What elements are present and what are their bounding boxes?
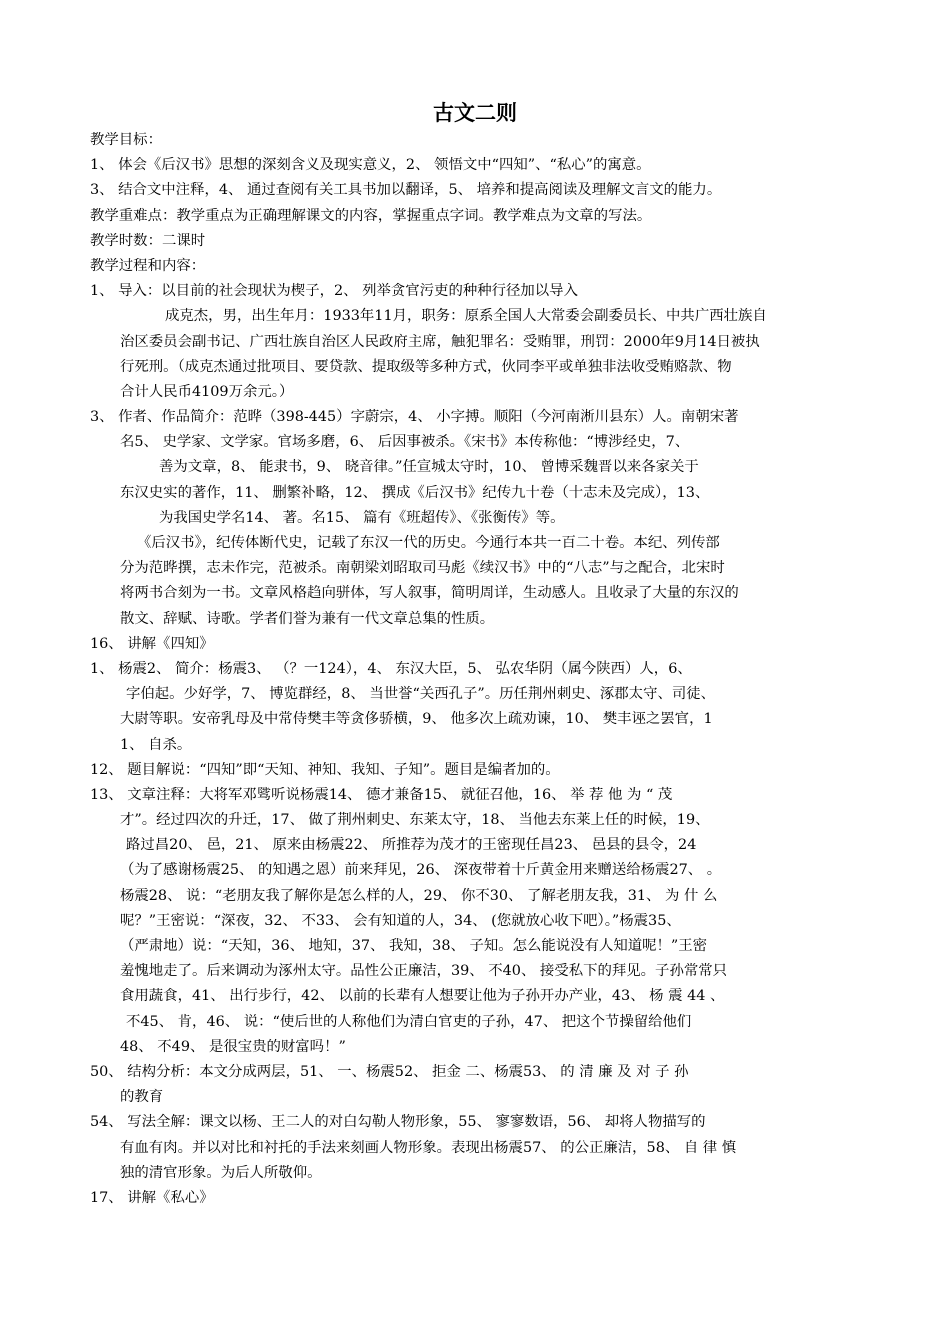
yang-line: 1、 自杀。 xyxy=(120,736,192,753)
class-hours-line: 教学时数：二课时 xyxy=(90,232,206,249)
notes-line: 13、 文章注释：大将军邓骘听说杨震14、 德才兼备15、 就征召他，16、 举 荐 他 为 “ 茂 xyxy=(90,786,673,803)
document-body xyxy=(90,128,865,1211)
writing-line: 54、 写法全解：课文以杨、王二人的对白勾勒人物形象，55、 寥寥数语，56、 却将人物描写的 xyxy=(90,1114,706,1131)
notes-paragraph xyxy=(90,783,865,1060)
notes-line: （严肃地）说：“天知，36、 地知，37、 我知，38、 子知。怎么能说没有人知道呢！”王密 xyxy=(120,938,708,954)
yang-line: 1、 杨震2、 简介：杨震3、 （？一124），4、 东汉大臣，5、 弘农华阴（属今陕西）人，6、 xyxy=(90,660,692,677)
structure-line: 的教育 xyxy=(120,1089,164,1106)
case-paragraph xyxy=(90,304,865,405)
process-heading: 教学过程和内容： xyxy=(90,257,206,274)
author-line: 东汉史实的著作，11、 删繁补略，12、 撰成《后汉书》纪传九十卷（十志未及完成），13、 xyxy=(120,484,710,501)
book-line: 分为范晔撰，志未作完，范被杀。南朝梁刘昭取司马彪《续汉书》中的“八志”与之配合，北宋时 xyxy=(120,560,725,577)
notes-line: 48、 不49、 是很宝贵的财富吗！” xyxy=(120,1038,346,1055)
key-points-line: 教学重难点：教学重点为正确理解课文的内容，掌握重点字词。教学难点为文章的写法。 xyxy=(90,207,652,224)
structure-line: 50、 结构分析：本文分成两层，51、 一、杨震52、 拒金 二、杨震53、 的 清 廉 及 对 子 孙 xyxy=(90,1063,689,1080)
yang-line: 大尉等职。安帝乳母及中常侍樊丰等贪侈骄横，9、 他多次上疏劝谏，10、 樊丰诬之罢官，1 xyxy=(120,711,713,728)
sizhi-heading: 16、 讲解《四知》 xyxy=(90,635,214,652)
notes-line: 羞愧地走了。后来调动为涿州太守。品性公正廉洁，39、 不40、 接受私下的拜见。子孙常常只 xyxy=(120,963,728,980)
notes-line: 杨震28、 说：“老朋友我了解你是怎么样的人，29、 你不30、 了解老朋友我，31、 为 什 么 xyxy=(120,887,718,904)
book-line: 散文、辞赋、诗歌。学者们誉为兼有一代文章总集的性质。 xyxy=(120,610,495,627)
book-line: 将两书合刻为一书。文章风格趋向骈体，写人叙事，简明周详，生动感人。且收录了大量的东汉的 xyxy=(120,585,739,602)
notes-line: 路过昌20、 邑，21、 原来由杨震22、 所推荐为茂才的王密现任昌23、 邑县的县令，24 xyxy=(126,837,697,854)
book-line: 《后汉书》，纪传体断代史，记载了东汉一代的历史。今通行本共一百二十卷。本纪、列传部 xyxy=(137,535,720,551)
writing-line: 独的清官形象。为后人所敬仰。 xyxy=(120,1164,322,1181)
notes-line: 呢？”王密说：“深夜，32、 不33、 会有知道的人，34、 (您就放心收下吧）。”杨震35、 xyxy=(120,912,681,929)
intro-line: 1、 导入：以目前的社会现状为楔子，2、 列举贪官污吏的种种行径加以导入 xyxy=(90,283,578,300)
writing-paragraph xyxy=(90,1110,865,1186)
structure-paragraph xyxy=(90,1060,865,1110)
objective-line-2: 3、 结合文中注释，4、 通过查阅有关工具书加以翻译，5、 培养和提高阅读及理解文言文的能力。 xyxy=(90,182,722,199)
sixin-heading: 17、 讲解《私心》 xyxy=(90,1189,214,1206)
case-line: 成克杰，男，出生年月：1933年11月，职务：原系全国人大常委会副委员长、中共广西壮族自 xyxy=(165,308,767,325)
topic-line: 12、 题目解说：“四知”即“天知、神知、我知、子知”。题目是编者加的。 xyxy=(90,761,560,778)
author-line: 3、 作者、作品简介：范晔（398-445）字蔚宗，4、 小字搏。顺阳（今河南淅川县东）人。南朝宋著 xyxy=(90,409,739,426)
yang-paragraph xyxy=(90,657,865,758)
book-paragraph xyxy=(90,531,865,632)
notes-line: 才”。经过四次的升迁，17、 做了荆州刺史、东莱太守，18、 当他去东莱上任的时候，19、 xyxy=(120,812,710,829)
objectives-heading: 教学目标： xyxy=(90,132,162,148)
yang-line: 字伯起。少好学，7、 博览群经，8、 当世誉“关西孔子”。历任荆州刺史、涿郡太守、司徒、 xyxy=(126,686,716,703)
notes-line: 食用蔬食，41、 出行步行，42、 以前的长辈有人想要让他为子孙开办产业，43、 杨 震 44 、 xyxy=(120,988,725,1005)
author-line: 名5、 史学家、文学家。官场多磨，6、 后因事被杀。《宋书》本传称他：“博涉经史，7、 xyxy=(120,434,690,451)
writing-line: 有血有肉。并以对比和衬托的手法来刻画人物形象。表现出杨震57、 的公正廉洁，58、 自 律 慎 xyxy=(120,1139,737,1156)
notes-line: 不45、 肯，46、 说：“使后世的人称他们为清白官吏的子孙，47、 把这个节操留给他们 xyxy=(126,1013,692,1030)
document-title: 古文二则 xyxy=(433,101,517,125)
objective-line-1: 1、 体会《后汉书》思想的深刻含义及现实意义，2、 领悟文中“四知”、“私心”的寓意。 xyxy=(90,157,651,174)
notes-line: （为了感谢杨震25、 的知遇之恩）前来拜见，26、 深夜带着十斤黄金用来赠送给杨震27、 。 xyxy=(120,862,722,879)
author-line: 善为文章，8、 能隶书，9、 晓音律。”任宣城太守时，10、 曾博采魏晋以来各家关于 xyxy=(159,459,699,476)
case-line: 合计人民币4109万余元。） xyxy=(120,383,294,400)
author-paragraph xyxy=(90,405,865,531)
author-line: 为我国史学名14、 著。名15、 篇有《班超传》、《张衡传》等。 xyxy=(159,509,565,526)
case-line: 治区委员会副书记、广西壮族自治区人民政府主席，触犯罪名：受贿罪，刑罚：2000年9月14日被执 xyxy=(120,333,760,350)
case-line: 行死刑。（成克杰通过批项目、要贷款、提取级等多种方式，伙同李平或单独非法收受贿赂款、物 xyxy=(120,358,732,375)
